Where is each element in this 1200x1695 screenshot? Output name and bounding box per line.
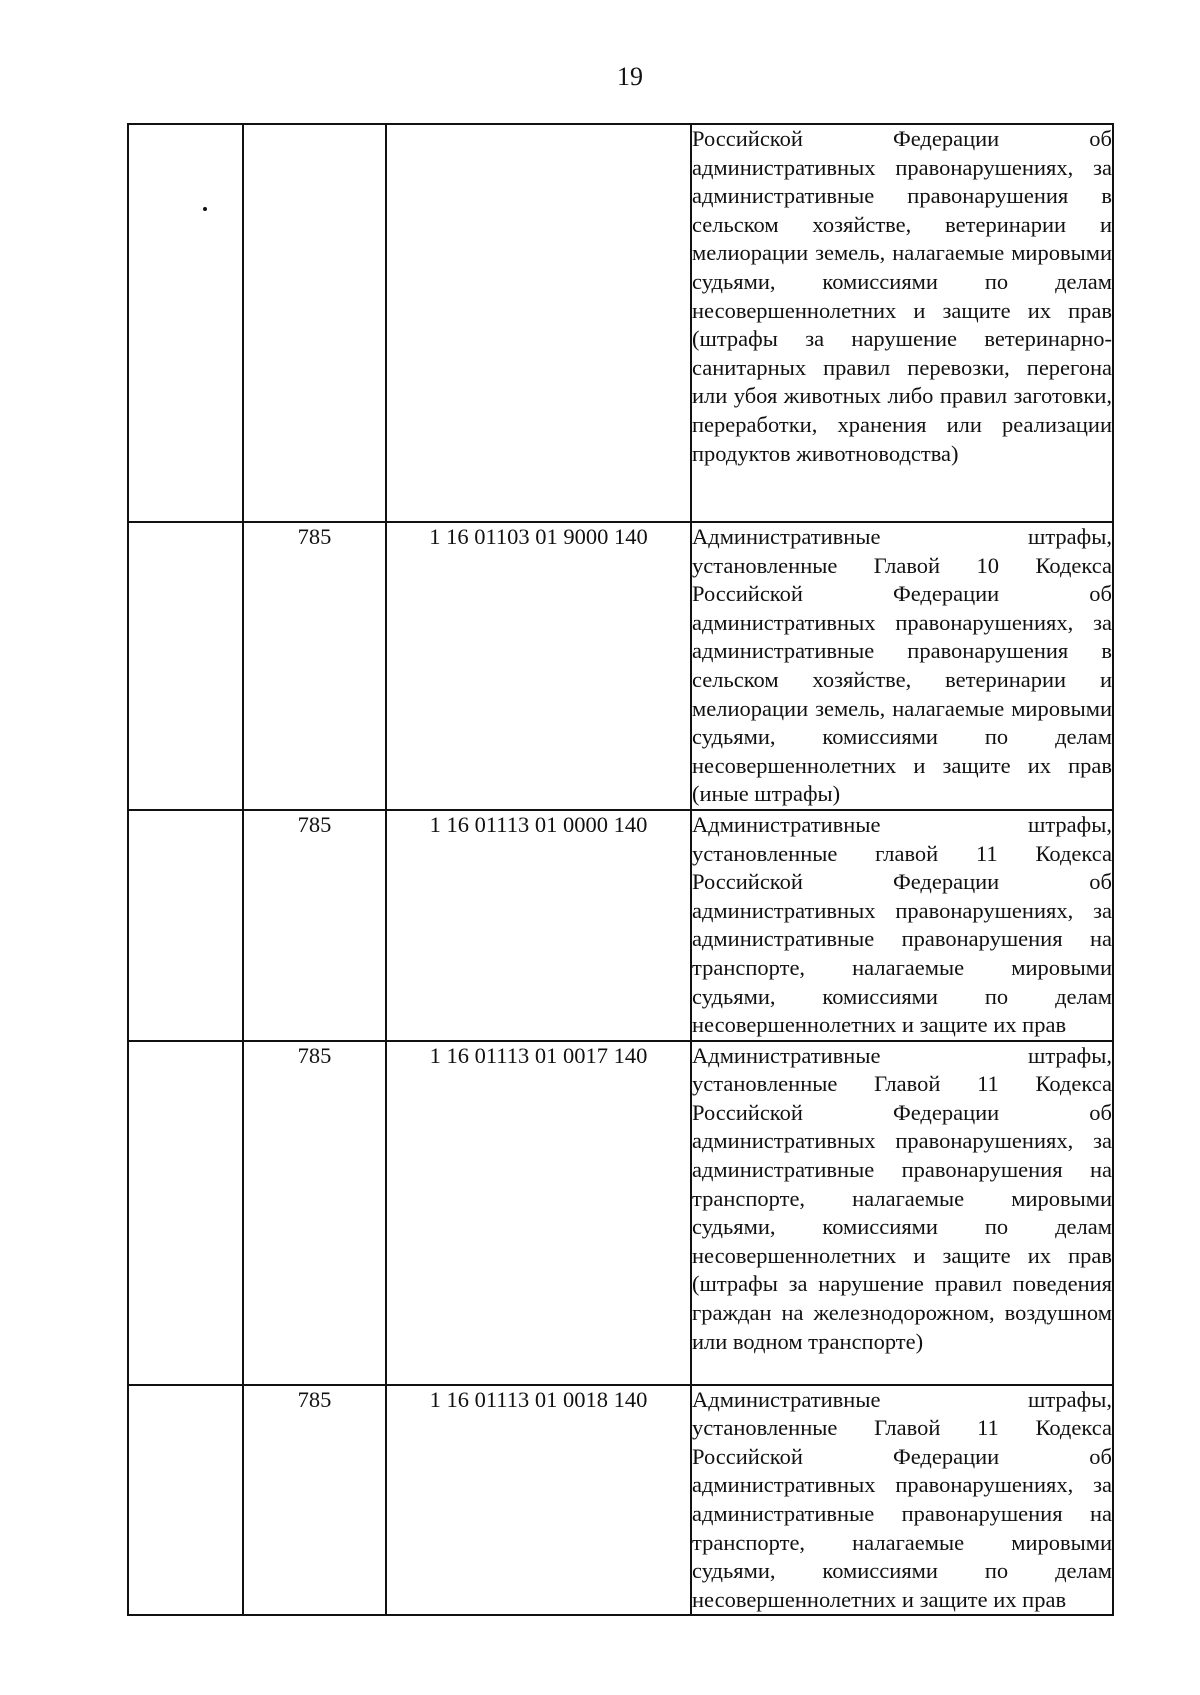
description-cell bbox=[691, 124, 1113, 522]
index-cell bbox=[128, 1385, 243, 1616]
budget-classification-table bbox=[127, 123, 1114, 1616]
description-cell bbox=[691, 1385, 1113, 1616]
description-text: Российской Федерации об административных правонарушениях, за административные правонарушения в сельском хозяйстве, ветеринарии и мелиорации земель, налагаемые мировыми судьями, комиссиями по делам несовершеннолетних и защите их прав (штрафы за нарушение ветеринарно-санитарных правил перевозки, перегона или убоя животных либо правил заготовки, переработки, хранения или реализации продуктов животноводства) bbox=[692, 126, 1112, 466]
kbk-code-cell: 1 16 01113 01 0018 140 bbox=[386, 1385, 691, 1616]
index-cell bbox=[128, 1041, 243, 1385]
admin-code-cell: 785 bbox=[243, 810, 386, 1041]
description-text: Административные штрафы, установленные Главой 10 Кодекса Российской Федерации об административных правонарушениях, за административные правонарушения в сельском хозяйстве, ветеринарии и мелиорации земель, налагаемые мировыми судьями, комиссиями по делам несовершеннолетних и защите их прав (иные штрафы) bbox=[692, 524, 1112, 807]
description-cell bbox=[691, 810, 1113, 1041]
admin-code-cell: 785 bbox=[243, 1041, 386, 1385]
kbk-code-cell: 1 16 01113 01 0000 140 bbox=[386, 810, 691, 1041]
index-cell bbox=[128, 124, 243, 522]
description-cell bbox=[691, 1041, 1113, 1385]
description-text: Административные штрафы, установленные Главой 11 Кодекса Российской Федерации об административных правонарушениях, за административные правонарушения на транспорте, налагаемые мировыми судьями, комиссиями по делам несовершеннолетних и защите их прав (штрафы за нарушение правил поведения граждан на железнодорожном, воздушном или водном транспорте) bbox=[692, 1042, 1112, 1354]
table-row bbox=[128, 1385, 1113, 1616]
kbk-code-cell bbox=[386, 124, 691, 522]
index-cell bbox=[128, 810, 243, 1041]
description-text: Административные штрафы, установленные Главой 11 Кодекса Российской Федерации об административных правонарушениях, за административные правонарушения на транспорте, налагаемые мировыми судьями, комиссиями по делам несовершеннолетних и защите их прав bbox=[692, 1386, 1112, 1612]
kbk-code-cell: 1 16 01113 01 0017 140 bbox=[386, 1041, 691, 1385]
admin-code-cell bbox=[243, 124, 386, 522]
page-number: 19 bbox=[617, 62, 643, 91]
kbk-code-cell: 1 16 01103 01 9000 140 bbox=[386, 522, 691, 810]
table-row bbox=[128, 522, 1113, 810]
table-row bbox=[128, 124, 1113, 522]
description-cell bbox=[691, 522, 1113, 810]
index-cell bbox=[128, 522, 243, 810]
description-text: Административные штрафы, установленные главой 11 Кодекса Российской Федерации об административных правонарушениях, за административные правонарушения на транспорте, налагаемые мировыми судьями, комиссиями по делам несовершеннолетних и защите их прав bbox=[692, 811, 1112, 1038]
admin-code-cell: 785 bbox=[243, 1385, 386, 1616]
table-row bbox=[128, 1041, 1113, 1385]
table-row bbox=[128, 810, 1113, 1041]
admin-code-cell: 785 bbox=[243, 522, 386, 810]
